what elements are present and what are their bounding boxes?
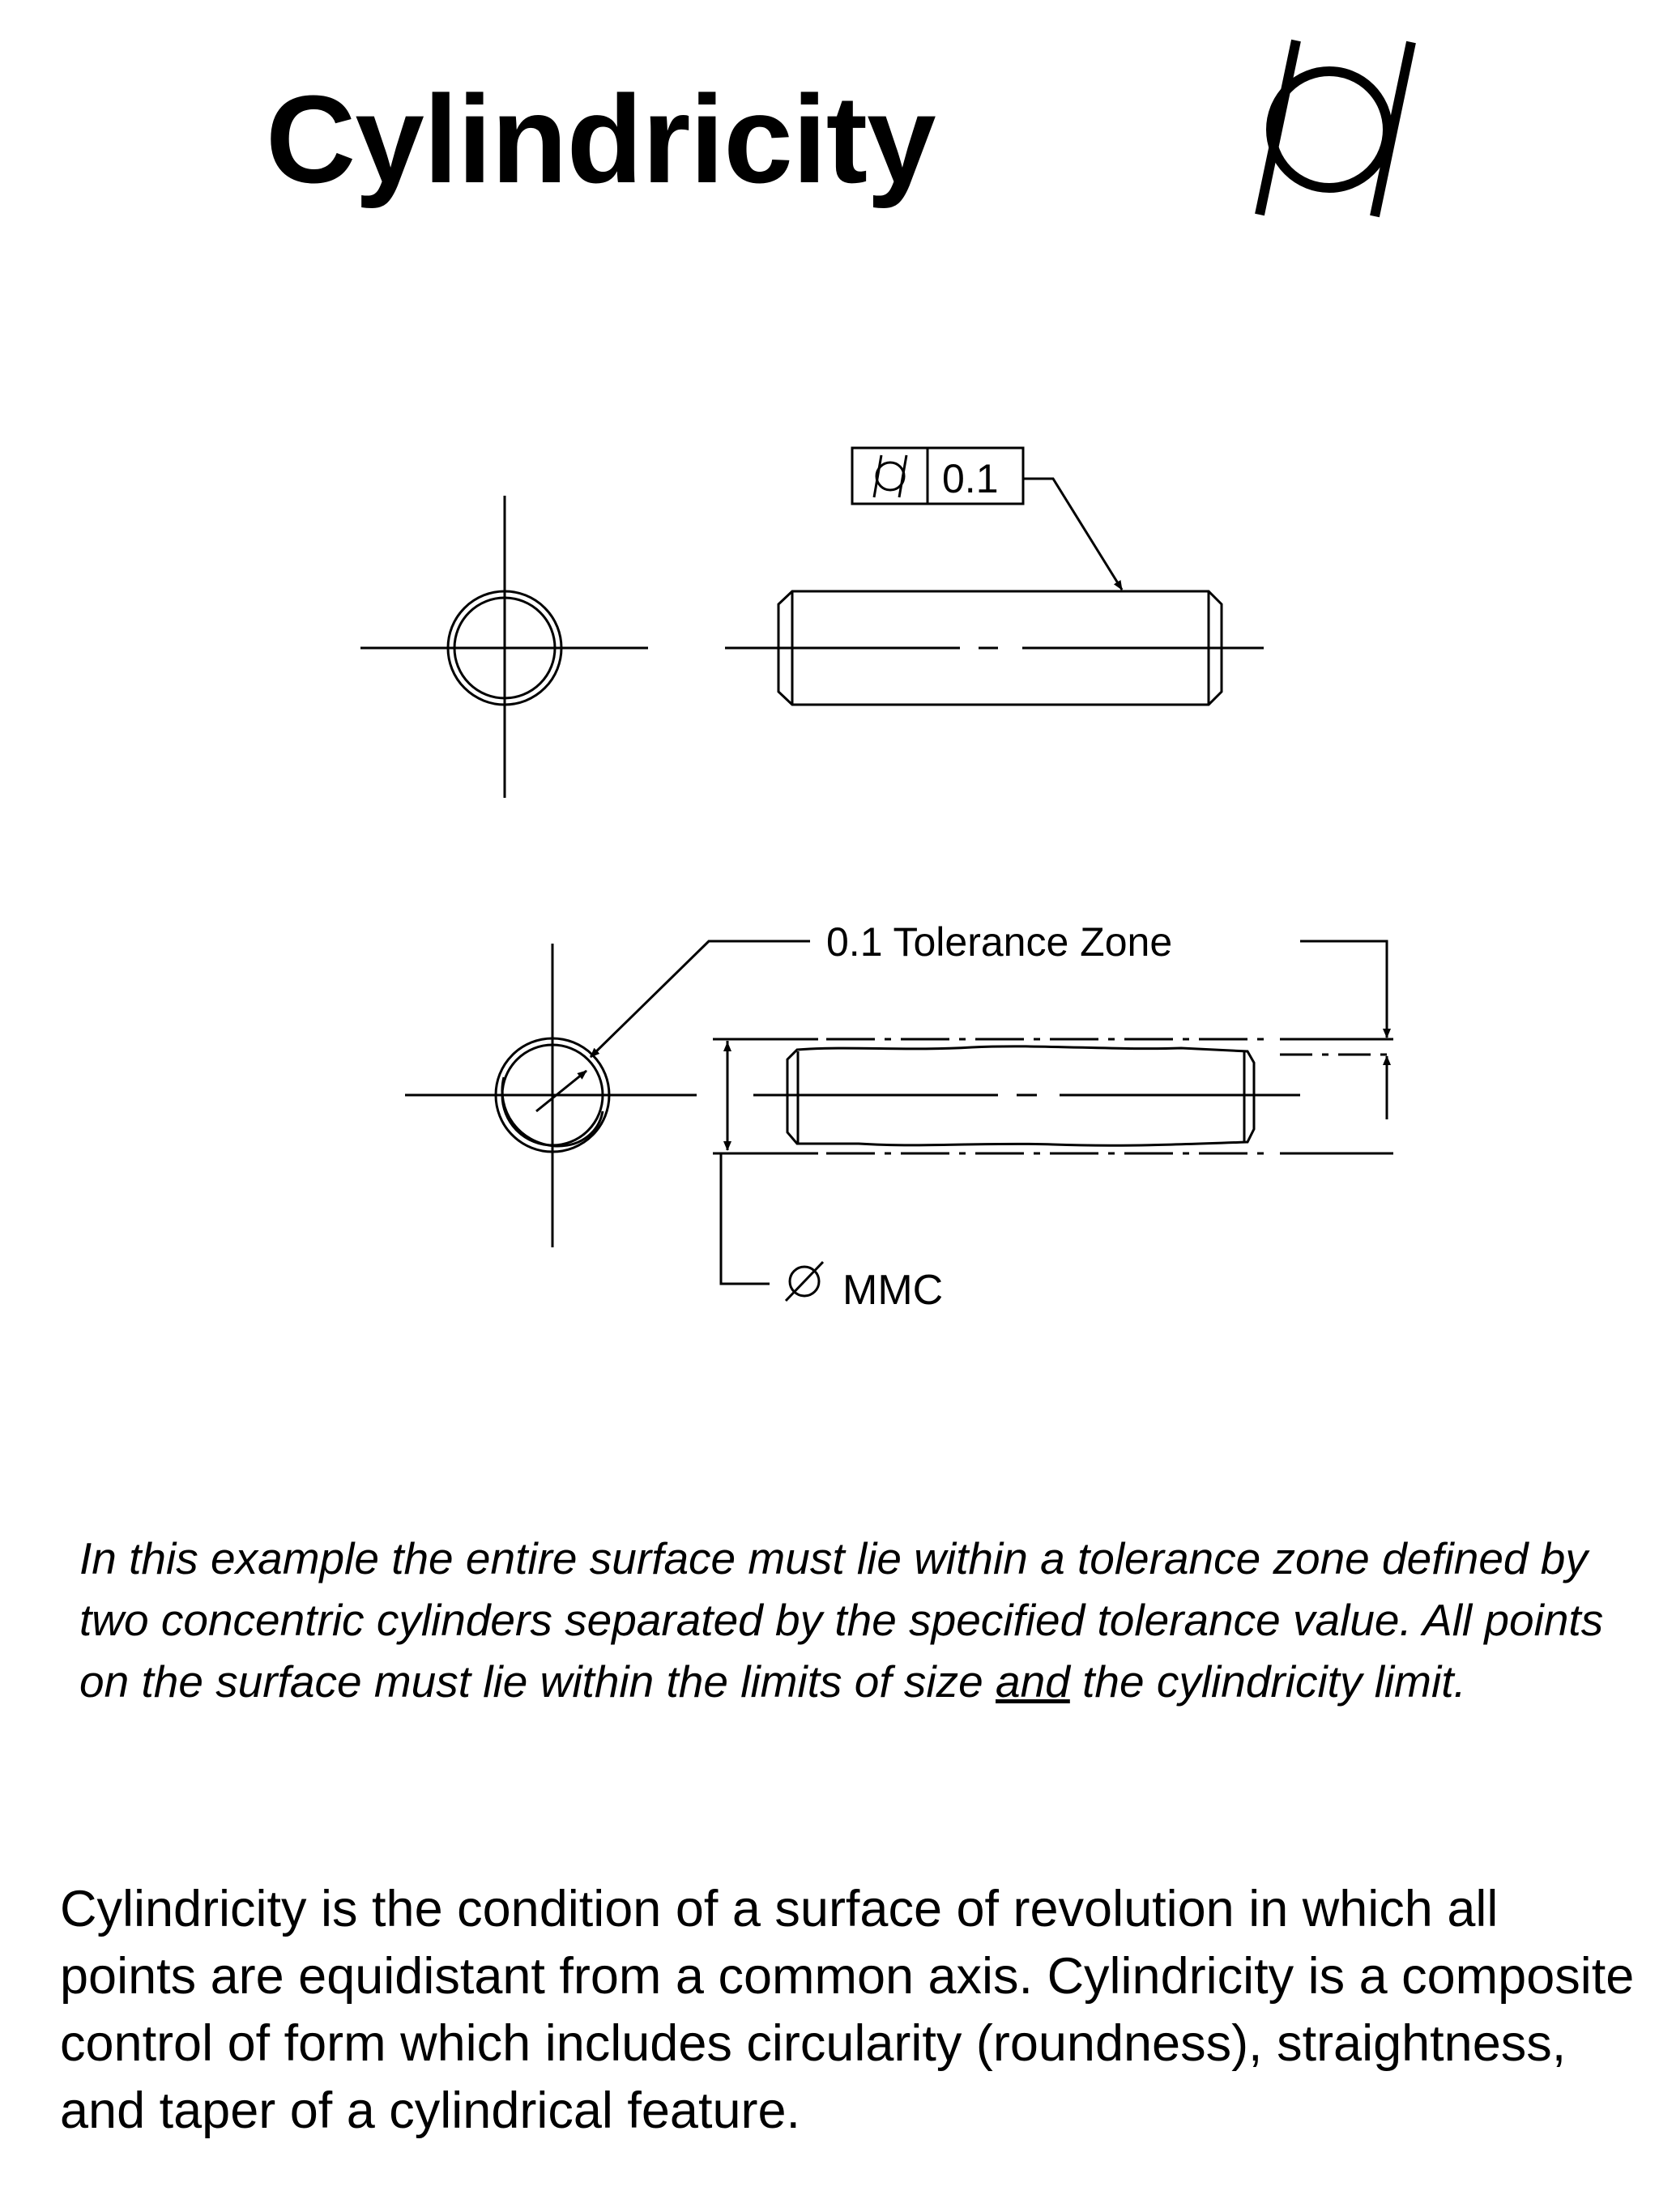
mmc-label: MMC bbox=[842, 1267, 944, 1314]
cylindricity-symbol-icon bbox=[874, 455, 906, 497]
example-text-part1: In this example the entire surface must lie within a tolerance zone defined by two concentric cylinders separated by the specified tolerance value. All points on the surface must lie within the limits of size bbox=[79, 1533, 1604, 1707]
bottom-end-view bbox=[405, 944, 697, 1247]
tolerance-zone-label: 0.1 Tolerance Zone bbox=[826, 919, 1173, 965]
definition-paragraph: Cylindricity is the condition of a surface of revolution in which all points are equidistant from a common axis. Cylindricity is a composite control of form which includes circularity (roundness), straightness, and taper of a cylindrical feature. bbox=[60, 1881, 1635, 2139]
tolerance-value: 0.1 bbox=[942, 456, 999, 501]
feature-control-frame bbox=[852, 448, 1122, 590]
mmc-diameter-dimension bbox=[721, 1041, 823, 1301]
tolerance-zone-dimension bbox=[1300, 941, 1387, 1119]
top-side-view-pin bbox=[725, 591, 1264, 705]
example-description bbox=[79, 1528, 1618, 1712]
top-end-view bbox=[360, 496, 648, 798]
page-title: Cylindricity bbox=[266, 70, 936, 209]
example-text-part2: the cylindricity limit. bbox=[1069, 1656, 1466, 1707]
example-text-underlined: and bbox=[996, 1656, 1070, 1707]
bottom-side-view-pin bbox=[713, 1039, 1393, 1153]
